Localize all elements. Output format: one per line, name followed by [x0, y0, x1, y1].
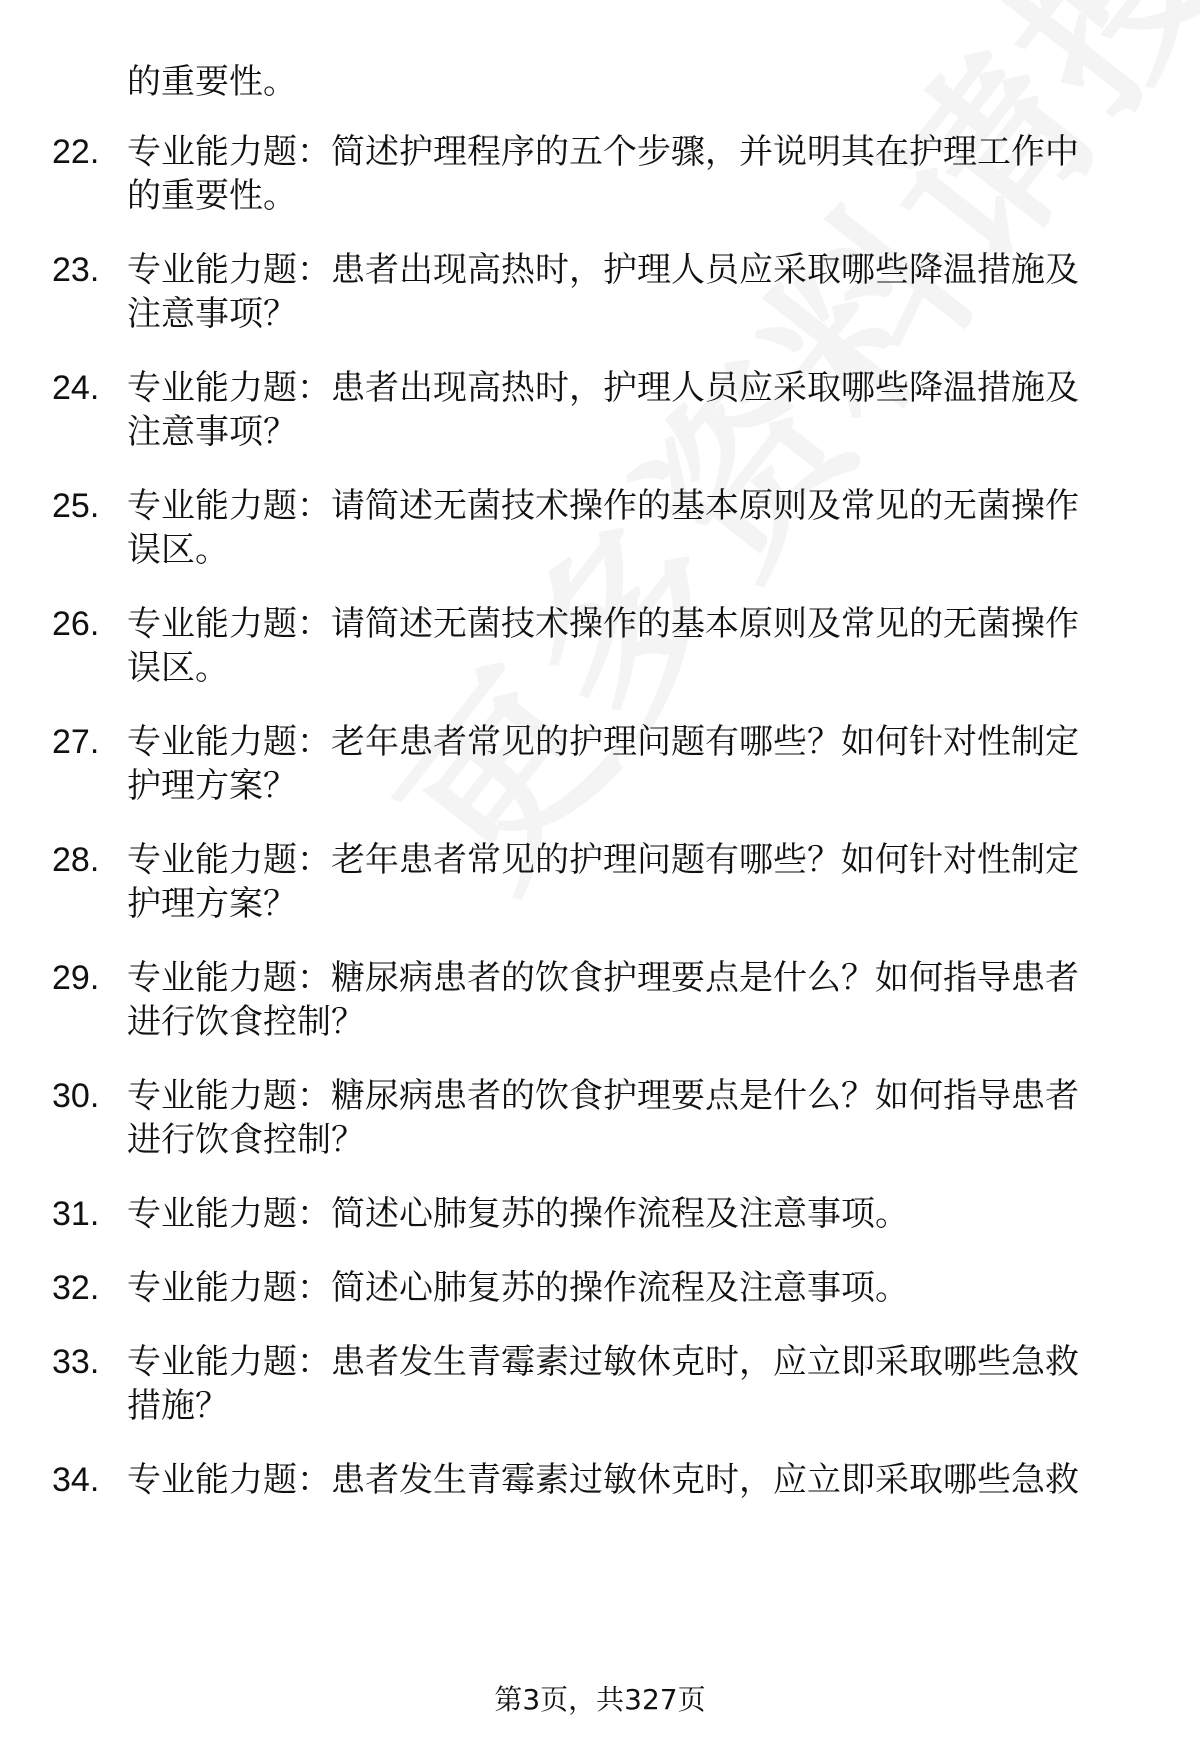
item-text-line: 进行饮食控制？ — [127, 1120, 365, 1160]
item-number: 28. — [52, 841, 100, 879]
item-text-line: 专业能力题：糖尿病患者的饮食护理要点是什么？如何指导患者 — [127, 1076, 1079, 1116]
item-text-line: 专业能力题：老年患者常见的护理问题有哪些？如何针对性制定 — [127, 840, 1079, 880]
item-text-line: 专业能力题：患者发生青霉素过敏休克时，应立即采取哪些急救 — [127, 1342, 1079, 1382]
item-number: 26. — [52, 605, 100, 643]
item-text-line: 护理方案？ — [127, 884, 297, 924]
item-number: 33. — [52, 1343, 100, 1381]
item-text-line: 注意事项？ — [127, 294, 297, 334]
item-text-line: 专业能力题：请简述无菌技术操作的基本原则及常见的无菌操作 — [127, 486, 1079, 526]
item-text-line: 的重要性。 — [127, 176, 297, 216]
item-text-line: 专业能力题：简述心肺复苏的操作流程及注意事项。 — [127, 1268, 909, 1308]
item-number: 22. — [52, 133, 100, 171]
item-text-line: 措施？ — [127, 1386, 229, 1426]
item-number: 24. — [52, 369, 100, 407]
item-text-line: 专业能力题：请简述无菌技术操作的基本原则及常见的无菌操作 — [127, 604, 1079, 644]
item-text-line: 误区。 — [127, 648, 229, 688]
item-text-line: 误区。 — [127, 530, 229, 570]
item-number: 27. — [52, 723, 100, 761]
page-number-label: 第3页，共327页 — [494, 1683, 706, 1716]
item-text-line: 专业能力题：老年患者常见的护理问题有哪些？如何针对性制定 — [127, 722, 1079, 762]
item-number: 32. — [52, 1269, 100, 1307]
item-number: 34. — [52, 1461, 100, 1499]
page-footer — [0, 1680, 1200, 1720]
item-text-line: 专业能力题：简述护理程序的五个步骤，并说明其在护理工作中 — [127, 132, 1079, 172]
item-text-line: 护理方案？ — [127, 766, 297, 806]
item-number: 31. — [52, 1195, 100, 1233]
item-text-line: 专业能力题：简述心肺复苏的操作流程及注意事项。 — [127, 1194, 909, 1234]
item-number: 23. — [52, 251, 100, 289]
item-text-line: 专业能力题：患者发生青霉素过敏休克时，应立即采取哪些急救 — [127, 1460, 1079, 1500]
item-number: 29. — [52, 959, 100, 997]
item-number: 30. — [52, 1077, 100, 1115]
item-text-line: 注意事项？ — [127, 412, 297, 452]
item-number: 25. — [52, 487, 100, 525]
item-text-line: 专业能力题：患者出现高热时，护理人员应采取哪些降温措施及 — [127, 250, 1079, 290]
item-text-line: 专业能力题：患者出现高热时，护理人员应采取哪些降温措施及 — [127, 368, 1079, 408]
item-text-line: 专业能力题：糖尿病患者的饮食护理要点是什么？如何指导患者 — [127, 958, 1079, 998]
item-text-line: 的重要性。 — [127, 62, 297, 102]
item-text-line: 进行饮食控制？ — [127, 1002, 365, 1042]
